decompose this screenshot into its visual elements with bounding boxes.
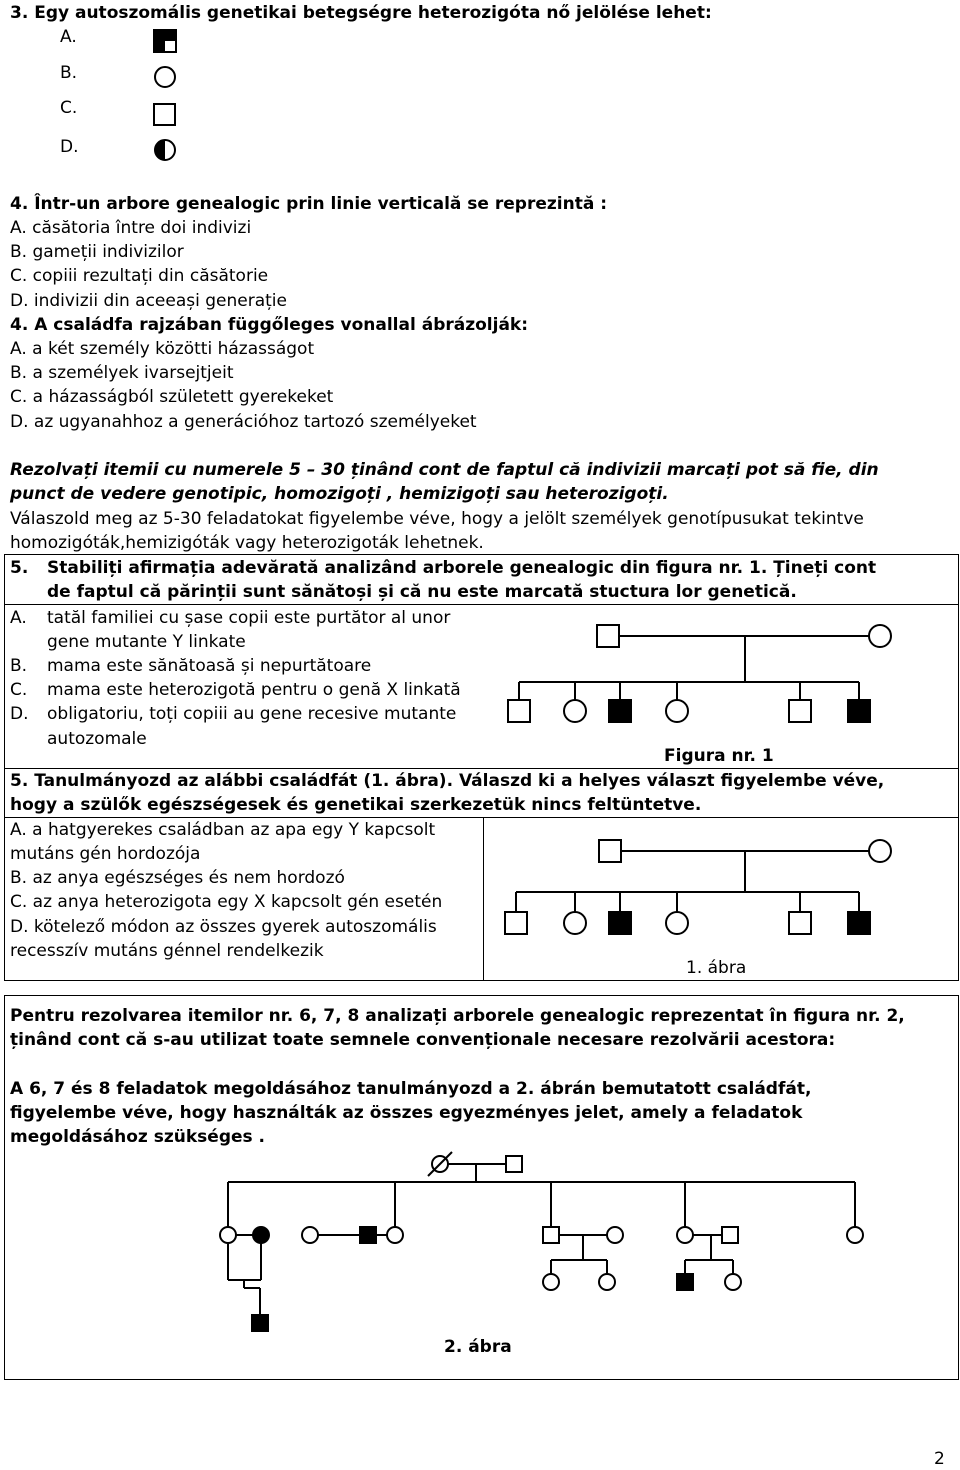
q3-option-c: C. bbox=[60, 98, 78, 118]
child-filled-square bbox=[609, 700, 631, 722]
q5-ro-letter-a: A. bbox=[10, 608, 27, 628]
q5-hu-question-line2: hogy a szülők egészségesek és genetikai szerkezetük nincs feltüntetve. bbox=[10, 795, 702, 815]
gen2-spouse-circle bbox=[607, 1227, 623, 1243]
half-filled-square-icon bbox=[150, 26, 180, 56]
gen4-affected-male-square bbox=[252, 1315, 268, 1331]
q678-hu-line1: A 6, 7 és 8 feladatok megoldásához tanulmányozd a 2. ábrán bemutatott családfát, bbox=[10, 1079, 812, 1099]
page-number: 2 bbox=[934, 1449, 945, 1469]
q4-hu-option-a: A. a két személy közötti házasságot bbox=[10, 339, 315, 359]
q678-hu-line2: figyelembe véve, hogy használták az összes egyezményes jelet, amely a feladatok bbox=[10, 1103, 803, 1123]
empty-circle-icon bbox=[150, 63, 180, 93]
q5-hu-option-d-line2: recesszív mutáns génnel rendelkezik bbox=[10, 941, 324, 961]
q5-ro-option-a-line2: gene mutante Y linkate bbox=[47, 632, 246, 652]
child-empty-circle bbox=[564, 700, 586, 722]
q678-hu-line3: megoldásához szükséges . bbox=[10, 1127, 266, 1147]
q5-hu-option-c: C. az anya heterozigota egy X kapcsolt gén esetén bbox=[10, 892, 443, 912]
q5-ro-question-line1: Stabiliți afirmația adevărată analizând arborele genealogic din figura nr. 1. Țineți cont bbox=[47, 558, 877, 578]
gen1-male-square bbox=[506, 1156, 522, 1172]
gen3-female-circle bbox=[725, 1274, 741, 1290]
q5-ro-letter-b: B. bbox=[10, 656, 28, 676]
q3-option-d: D. bbox=[60, 137, 79, 157]
figure2-pedigree bbox=[0, 1150, 960, 1340]
father-empty-square bbox=[599, 840, 621, 862]
q4-ro-option-d: D. indivizii din aceeași generație bbox=[10, 291, 287, 311]
q4-ro-option-c: C. copiii rezultați din căsătorie bbox=[10, 266, 269, 286]
q5-ro-option-c: mama este heterozigotă pentru o genă X linkată bbox=[47, 680, 461, 700]
child-empty-square bbox=[789, 912, 811, 934]
instructions-ro-line1: Rezolvați itemii cu numerele 5 – 30 ținând cont de faptul că indivizii marcați pot să fie, din bbox=[10, 460, 879, 480]
child-empty-circle bbox=[666, 912, 688, 934]
figure1-ro-caption: Figura nr. 1 bbox=[664, 746, 774, 766]
gen2-female-circle bbox=[847, 1227, 863, 1243]
q5-hu-option-a-line2: mutáns gén hordozója bbox=[10, 844, 201, 864]
q5-hu-option-d-line1: D. kötelező módon az összes gyerek autoszomális bbox=[10, 917, 437, 937]
gen2-affected-male-square bbox=[360, 1227, 376, 1243]
q5-hu-question-line1: 5. Tanulmányozd az alábbi családfát (1. ábra). Válaszd ki a helyes választ figyelembe véve, bbox=[10, 771, 885, 791]
q5-ro-letter-d: D. bbox=[10, 704, 29, 724]
gen2-spouse-square bbox=[722, 1227, 738, 1243]
child-empty-circle bbox=[564, 912, 586, 934]
gen2-spouse-circle bbox=[302, 1227, 318, 1243]
q678-ro-line1: Pentru rezolvarea itemilor nr. 6, 7, 8 analizați arborele genealogic reprezentat în figura nr. 2, bbox=[10, 1006, 905, 1026]
q3-option-b: B. bbox=[60, 63, 78, 83]
half-filled-circle-icon bbox=[150, 136, 180, 166]
q4-ro-title: 4. Într-un arbore genealogic prin linie verticală se reprezintă : bbox=[10, 194, 608, 214]
gen2-female-circle bbox=[220, 1227, 236, 1243]
q5-ro-letter-c: C. bbox=[10, 680, 28, 700]
q5-ro-option-b: mama este sănătoasă și nepurtătoare bbox=[47, 656, 372, 676]
gen3-female-circle bbox=[543, 1274, 559, 1290]
instructions-ro-line2: punct de vedere genotipic, homozigoți , hemizigoți sau heterozigoți. bbox=[10, 484, 669, 504]
q5-ro-option-a-line1: tatăl familiei cu șase copii este purtător al unor bbox=[47, 608, 451, 628]
child-filled-square bbox=[609, 912, 631, 934]
instructions-hu-line2: homozigóták,hemizigóták vagy heterozigoták lehetnek. bbox=[10, 533, 484, 553]
instructions-hu-line1: Válaszold meg az 5-30 feladatokat figyelembe véve, hogy a jelölt személyek genotípusukat tekintve bbox=[10, 509, 864, 529]
q4-hu-option-c: C. a házasságból született gyerekeket bbox=[10, 387, 334, 407]
q678-ro-line2: ținând cont că s-au utilizat toate semnele convenționale necesare rezolvării acestora: bbox=[10, 1030, 836, 1050]
gen3-female-circle bbox=[599, 1274, 615, 1290]
child-empty-square bbox=[789, 700, 811, 722]
gen2-affected-female-circle bbox=[253, 1227, 269, 1243]
gen2-female-circle bbox=[677, 1227, 693, 1243]
q4-hu-title: 4. A családfa rajzában függőleges vonallal ábrázolják: bbox=[10, 315, 529, 335]
gen2-male-square bbox=[543, 1227, 559, 1243]
q5-ro-option-d-line2: autozomale bbox=[47, 729, 147, 749]
child-filled-square bbox=[848, 912, 870, 934]
empty-square-icon bbox=[150, 100, 180, 130]
q4-hu-option-b: B. a személyek ivarsejtjeit bbox=[10, 363, 234, 383]
child-empty-circle bbox=[666, 700, 688, 722]
child-empty-square bbox=[508, 700, 530, 722]
q3-title: 3. Egy autoszomális genetikai betegségre heterozigóta nő jelölése lehet: bbox=[10, 3, 712, 23]
figure1-pedigree-hu bbox=[0, 817, 960, 977]
mother-empty-circle bbox=[869, 625, 891, 647]
father-empty-square bbox=[597, 625, 619, 647]
q5-hu-option-a-line1: A. a hatgyerekes családban az apa egy Y kapcsolt bbox=[10, 820, 436, 840]
q5-ro-question-line2: de faptul că părinții sunt sănătoși și că nu este marcată stuctura lor genetică. bbox=[47, 582, 797, 602]
child-filled-square bbox=[848, 700, 870, 722]
gen2-female-circle bbox=[387, 1227, 403, 1243]
figure1-pedigree-ro bbox=[0, 600, 960, 770]
q5-hu-option-b: B. az anya egészséges és nem hordozó bbox=[10, 868, 345, 888]
q5-ro-number: 5. bbox=[10, 558, 29, 578]
mother-empty-circle bbox=[869, 840, 891, 862]
q4-ro-option-b: B. gameții indivizilor bbox=[10, 242, 184, 262]
q3-option-a: A. bbox=[60, 27, 77, 47]
figure1-hu-caption: 1. ábra bbox=[686, 958, 747, 978]
child-empty-square bbox=[505, 912, 527, 934]
q4-hu-option-d: D. az ugyanahhoz a generációhoz tartozó személyeket bbox=[10, 412, 477, 432]
figure2-caption: 2. ábra bbox=[444, 1337, 512, 1357]
q5-ro-option-d-line1: obligatoriu, toți copiii au gene recesive mutante bbox=[47, 704, 457, 724]
q4-ro-option-a: A. căsătoria între doi indivizi bbox=[10, 218, 252, 238]
gen3-affected-male-square bbox=[677, 1274, 693, 1290]
